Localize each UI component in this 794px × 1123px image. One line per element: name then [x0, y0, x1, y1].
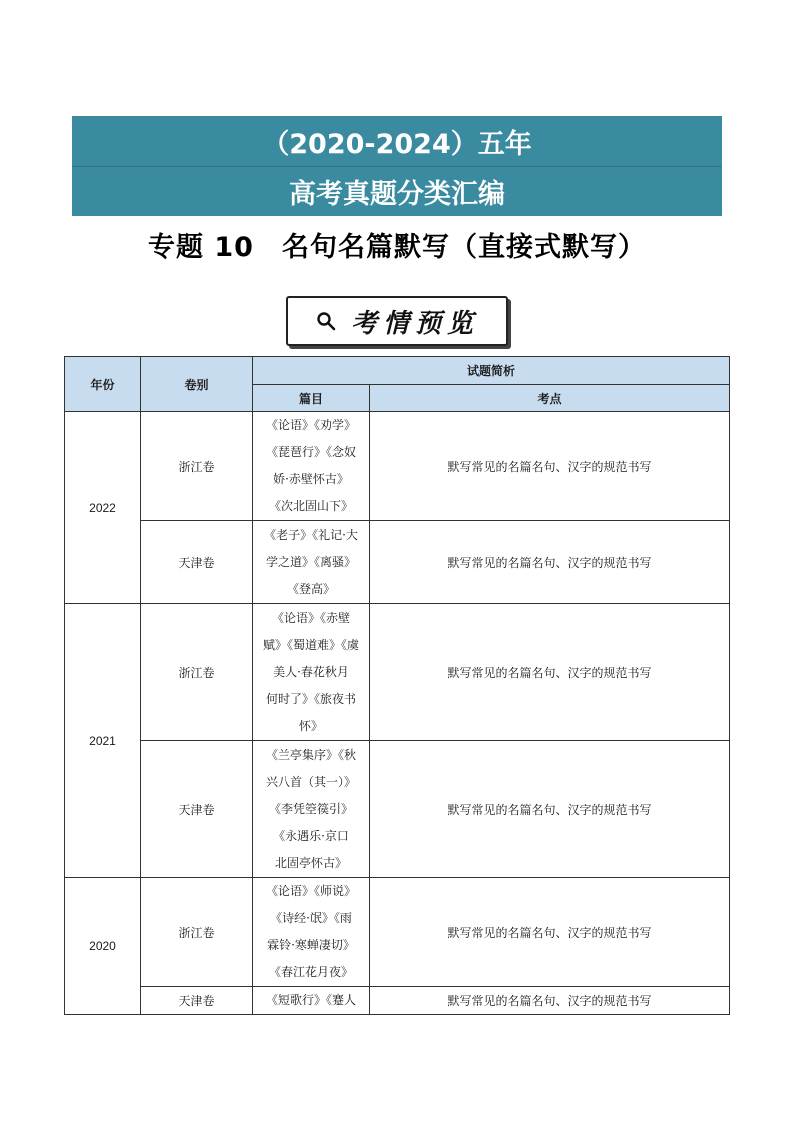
works-line: 美人·春花秋月 — [273, 664, 349, 679]
header-analysis: 试题简析 — [253, 357, 730, 385]
works-line: 《春江花月夜》 — [268, 965, 353, 979]
works-line: 《诗经·氓》《雨 — [270, 911, 352, 925]
works-cell — [253, 987, 370, 1015]
paper-cell: 天津卷 — [141, 987, 253, 1015]
works-line: 北固亭怀古》 — [274, 855, 347, 870]
title-banner — [72, 116, 722, 216]
exam-overview-table — [64, 356, 730, 1015]
works-cell — [253, 412, 370, 521]
works-cell — [253, 604, 370, 741]
works-line: 兴八首（其一）》 — [265, 774, 356, 789]
exam-point-cell: 默写常见的名篇名句、汉字的规范书写 — [370, 412, 730, 521]
works-line: 《兰亭集序》《秋 — [265, 747, 356, 762]
table-row — [65, 604, 730, 741]
header-point: 考点 — [370, 385, 730, 412]
works-line: 娇·赤壁怀古》 — [273, 472, 349, 486]
paper-cell: 浙江卷 — [141, 412, 253, 521]
banner-title-years: （2020-2024）五年 — [262, 128, 532, 160]
header-works: 篇目 — [253, 385, 370, 412]
preview-text: 考情预览 — [350, 308, 479, 339]
works-line: 学之道》《离骚》 — [265, 554, 356, 569]
works-line: 《老子》《礼记·大 — [264, 527, 358, 542]
works-line: 《论语》《劝学》 — [265, 418, 356, 432]
table-row — [65, 521, 730, 604]
header-year: 年份 — [65, 357, 141, 412]
works-line: 《论语》《赤壁 — [271, 610, 350, 625]
works-cell — [253, 521, 370, 604]
works-line: 霖铃·寒蝉凄切》 — [267, 938, 355, 952]
table-row — [65, 878, 730, 987]
works-line: 《琵琶行》《念奴 — [265, 445, 356, 459]
works-line: 何时了》《旅夜书 — [265, 691, 356, 706]
exam-point-cell: 默写常见的名篇名句、汉字的规范书写 — [370, 987, 730, 1015]
exam-preview-label — [286, 296, 508, 346]
table-row — [65, 741, 730, 878]
works-line: 《次北固山下》 — [268, 499, 353, 513]
works-line: 《李凭箜篌引》 — [268, 801, 353, 816]
works-line: 《短歌行》《蹇人 — [265, 993, 356, 1007]
year-cell: 2022 — [65, 412, 141, 604]
year-cell: 2020 — [65, 878, 141, 1015]
year-cell: 2021 — [65, 604, 141, 878]
paper-cell: 天津卷 — [141, 741, 253, 878]
table-row — [65, 412, 730, 521]
exam-point-cell: 默写常见的名篇名句、汉字的规范书写 — [370, 521, 730, 604]
works-line: 《论语》《师说》 — [265, 884, 356, 898]
magnifier-icon — [315, 310, 337, 332]
works-cell — [253, 741, 370, 878]
header-paper: 卷别 — [141, 357, 253, 412]
exam-point-cell: 默写常见的名篇名句、汉字的规范书写 — [370, 878, 730, 987]
exam-point-cell: 默写常见的名篇名句、汉字的规范书写 — [370, 604, 730, 741]
works-line: 《登高》 — [286, 581, 335, 596]
page-subtitle — [0, 225, 794, 264]
banner-title-collection: 高考真题分类汇编 — [289, 179, 505, 210]
works-line: 怀》 — [298, 718, 323, 733]
works-line: 赋》《蜀道难》《虞 — [262, 637, 359, 652]
topic-name: 名句名篇默写（直接式默写） — [281, 232, 646, 263]
exam-point-cell: 默写常见的名篇名句、汉字的规范书写 — [370, 741, 730, 878]
paper-cell: 浙江卷 — [141, 878, 253, 987]
paper-cell: 浙江卷 — [141, 604, 253, 741]
paper-cell: 天津卷 — [141, 521, 253, 604]
works-cell — [253, 878, 370, 987]
table-row — [65, 987, 730, 1015]
topic-number: 专题 10 — [148, 232, 254, 263]
works-line: 《永遇乐·京口 — [273, 828, 349, 843]
